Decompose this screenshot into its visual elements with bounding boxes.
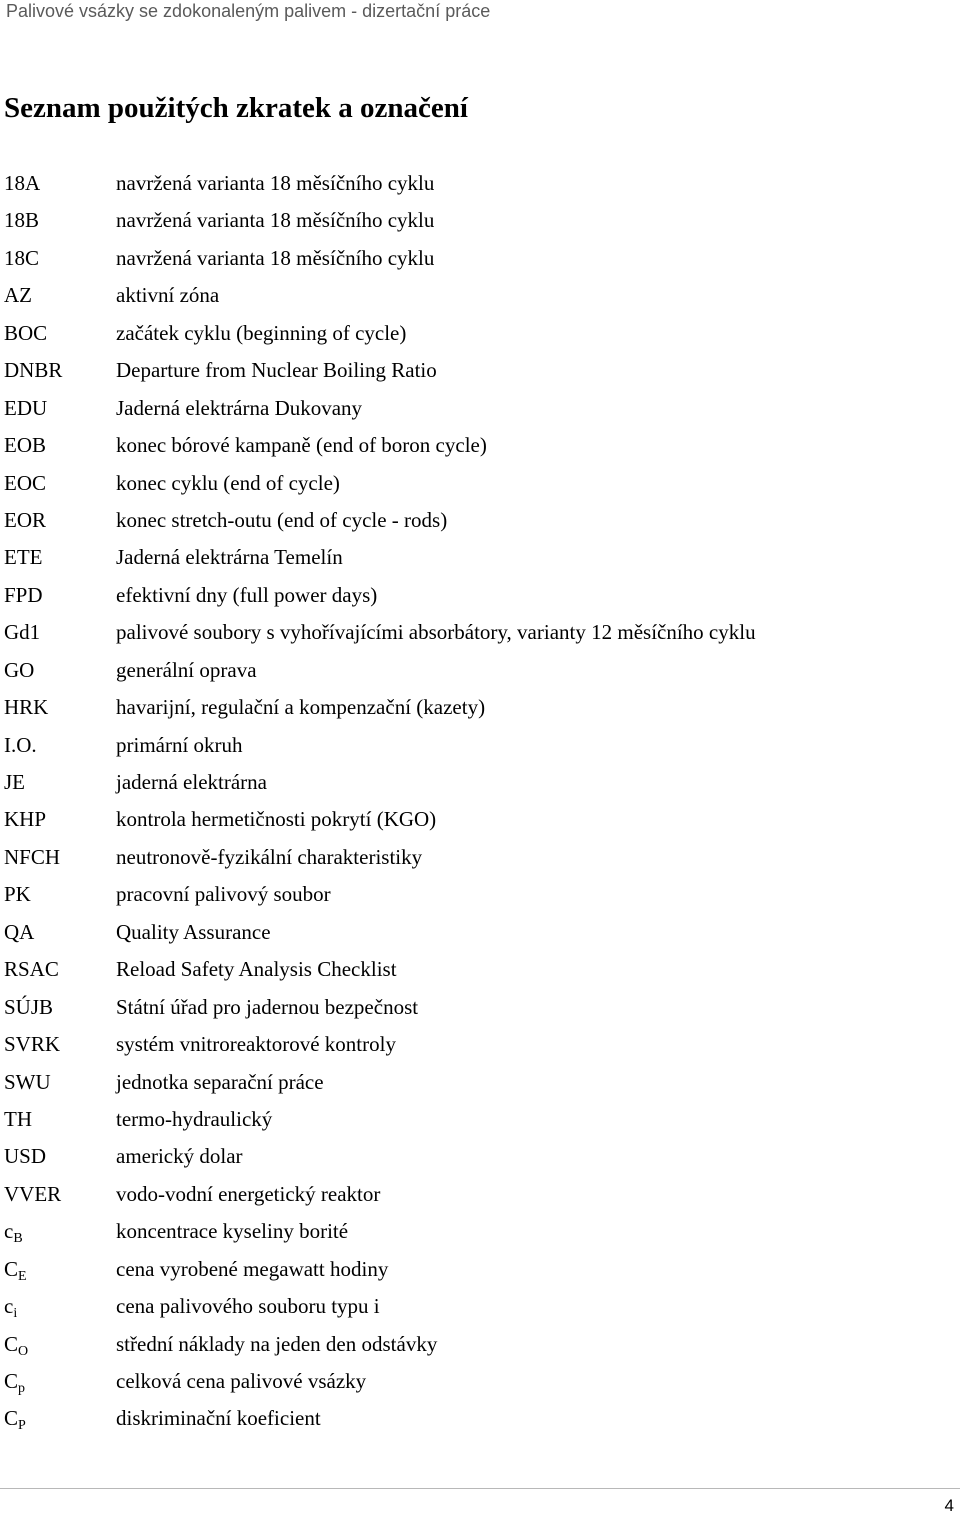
abbreviation-definition: havarijní, regulační a kompenzační (kazety): [116, 695, 486, 720]
abbreviation-definition: diskriminační koeficient: [116, 1406, 321, 1431]
abbreviation-row: [0, 390, 960, 427]
abbreviation-term: [4, 539, 42, 576]
abbreviation-row: [0, 315, 960, 352]
abbreviation-term-subscript: i: [13, 1306, 18, 1322]
abbreviation-term: [4, 727, 37, 764]
abbreviation-term: [4, 1101, 32, 1138]
abbreviation-term-text: RSAC: [4, 957, 59, 982]
abbreviation-definition: navržená varianta 18 měsíčního cyklu: [116, 208, 435, 233]
abbreviation-definition: generální oprava: [116, 657, 257, 682]
abbreviation-term: [4, 502, 46, 539]
abbreviation-row: [0, 539, 960, 576]
abbreviation-term-subscript: P: [18, 1418, 26, 1434]
abbreviation-row: [0, 277, 960, 314]
abbreviation-row: [0, 1101, 960, 1138]
abbreviation-definition: pracovní palivový soubor: [116, 882, 331, 907]
abbreviation-term-subscript: p: [18, 1381, 26, 1396]
abbreviation-term: [4, 202, 39, 239]
abbreviation-row: [0, 577, 960, 614]
abbreviation-term-text: EOC: [4, 470, 46, 495]
abbreviation-term-text: FPD: [4, 582, 43, 607]
abbreviation-definition: efektivní dny (full power days): [116, 582, 378, 607]
abbreviation-row: [0, 240, 960, 277]
abbreviation-term-text: c: [4, 1219, 14, 1244]
abbreviation-row: [0, 427, 960, 464]
abbreviation-term-text: 18A: [4, 171, 41, 195]
abbreviation-term-text: ETE: [4, 545, 43, 570]
abbreviation-definition: koncentrace kyseliny borité: [116, 1219, 349, 1244]
abbreviation-term: [4, 427, 46, 464]
abbreviation-term: [4, 1251, 27, 1288]
abbreviation-term-text: C: [4, 1369, 19, 1393]
abbreviation-definition: Reload Safety Analysis Checklist: [116, 957, 397, 982]
abbreviation-term-text: C: [4, 1331, 19, 1356]
abbreviation-row: [0, 1326, 960, 1363]
abbreviation-term: [4, 465, 46, 502]
abbreviation-term: [4, 1176, 61, 1213]
footer-divider: [0, 1488, 960, 1489]
abbreviation-definition: navržená varianta 18 měsíčního cyklu: [116, 245, 435, 270]
abbreviation-term: [4, 801, 46, 838]
abbreviation-term: [4, 165, 40, 202]
abbreviation-term-text: SVRK: [4, 1032, 61, 1057]
abbreviation-term-subscript: O: [18, 1343, 29, 1359]
abbreviation-row: [0, 1400, 960, 1437]
abbreviation-definition: střední náklady na jeden den odstávky: [116, 1331, 438, 1356]
abbreviation-term-text: VVER: [4, 1181, 62, 1206]
abbreviation-term-text: HRK: [4, 695, 49, 720]
abbreviation-term-text: USD: [4, 1144, 47, 1169]
abbreviation-term: [4, 951, 59, 988]
abbreviation-row: [0, 1176, 960, 1213]
abbreviation-term: [4, 839, 60, 876]
running-header: Palivové vsázky se zdokonaleným palivem - dizertační práce: [6, 1, 491, 21]
abbreviation-definition: cena palivového souboru typu i: [116, 1294, 380, 1319]
abbreviation-row: [0, 1363, 960, 1400]
abbreviation-term-subscript: E: [18, 1268, 27, 1284]
abbreviation-definition: začátek cyklu (beginning of cycle): [116, 320, 407, 345]
abbreviation-definition: jaderná elektrárna: [116, 770, 267, 794]
abbreviation-row: [0, 1213, 960, 1250]
abbreviation-definition: navržená varianta 18 měsíčního cyklu: [116, 171, 435, 195]
abbreviation-term-text: Gd1: [4, 620, 41, 645]
page-number: 4: [944, 1496, 954, 1515]
abbreviation-term: [4, 1026, 60, 1063]
abbreviation-definition: jednotka separační práce: [116, 1069, 324, 1094]
abbreviation-term-text: GO: [4, 657, 35, 682]
abbreviation-term-text: EDU: [4, 395, 48, 420]
abbreviation-definition: primární okruh: [116, 732, 243, 757]
abbreviation-term-text: EOB: [4, 433, 46, 458]
abbreviation-row: [0, 165, 960, 202]
abbreviation-term-text: KHP: [4, 807, 47, 832]
abbreviation-term: [4, 1363, 25, 1400]
abbreviation-term-text: c: [4, 1294, 14, 1319]
abbreviation-row: [0, 689, 960, 726]
abbreviation-term: [4, 240, 39, 277]
abbreviation-row: [0, 502, 960, 539]
abbreviation-term: [4, 1064, 51, 1101]
abbreviation-definition: kontrola hermetičnosti pokrytí (KGO): [116, 807, 437, 832]
abbreviation-row: [0, 352, 960, 389]
abbreviation-term: [4, 989, 53, 1026]
abbreviation-term: [4, 1400, 26, 1437]
abbreviation-row: [0, 951, 960, 988]
abbreviation-term-text: C: [4, 1406, 19, 1431]
abbreviation-term-text: TH: [4, 1106, 32, 1131]
abbreviation-row: [0, 801, 960, 838]
abbreviation-term: [4, 390, 47, 427]
abbreviation-term-text: SÚJB: [4, 994, 54, 1019]
abbreviation-row: [0, 465, 960, 502]
abbreviation-row: [0, 876, 960, 913]
abbreviation-term: [4, 352, 62, 389]
abbreviation-term-text: I.O.: [4, 732, 37, 757]
abbreviation-row: [0, 614, 960, 651]
abbreviation-term: [4, 1138, 46, 1175]
abbreviation-term-text: C: [4, 1256, 19, 1281]
abbreviation-definition: cena vyrobené megawatt hodiny: [116, 1256, 389, 1281]
abbreviation-definition: americký dolar: [116, 1144, 243, 1169]
abbreviation-row: [0, 652, 960, 689]
abbreviation-term-text: SWU: [4, 1069, 51, 1094]
abbreviation-definition: palivové soubory s vyhořívajícími absorbátory, varianty 12 měsíčního cyklu: [116, 620, 756, 645]
abbreviation-term-text: BOC: [4, 320, 48, 345]
abbreviation-term-text: 18C: [4, 245, 40, 270]
abbreviation-term: [4, 764, 25, 801]
abbreviation-definition: Departure from Nuclear Boiling Ratio: [116, 358, 437, 383]
abbreviation-term-text: QA: [4, 919, 35, 944]
abbreviation-row: [0, 1138, 960, 1175]
abbreviation-term: [4, 689, 48, 726]
abbreviation-term: [4, 914, 34, 951]
abbreviation-term-text: JE: [4, 770, 25, 794]
abbreviation-definition: konec bórové kampaně (end of boron cycle): [116, 433, 487, 458]
abbreviation-row: [0, 1251, 960, 1288]
page-title: Seznam použitých zkratek a označení: [4, 92, 468, 124]
abbreviation-term: [4, 315, 47, 352]
abbreviation-definition: termo-hydraulický: [116, 1106, 273, 1131]
abbreviation-definition: Quality Assurance: [116, 919, 271, 944]
abbreviation-term-text: PK: [4, 882, 31, 907]
abbreviation-row: [0, 989, 960, 1026]
abbreviation-term-text: DNBR: [4, 358, 63, 383]
abbreviation-definition: Jaderná elektrárna Dukovany: [116, 395, 363, 420]
abbreviation-term: [4, 577, 43, 614]
abbreviation-term: [4, 1326, 28, 1363]
abbreviation-row: [0, 727, 960, 764]
abbreviation-term-text: AZ: [4, 283, 32, 308]
abbreviation-definition: Jaderná elektrárna Temelín: [116, 545, 343, 570]
abbreviation-definition: konec stretch-outu (end of cycle - rods): [116, 507, 448, 532]
abbreviation-row: [0, 202, 960, 239]
abbreviation-row: [0, 1288, 960, 1325]
abbreviation-list: [0, 165, 960, 1438]
abbreviation-definition: vodo-vodní energetický reaktor: [116, 1181, 381, 1206]
abbreviation-term-text: NFCH: [4, 844, 61, 869]
abbreviation-term-text: 18B: [4, 208, 40, 233]
abbreviation-term: [4, 1213, 23, 1250]
abbreviation-definition: Státní úřad pro jadernou bezpečnost: [116, 994, 419, 1019]
abbreviation-term: [4, 876, 31, 913]
abbreviation-row: [0, 1026, 960, 1063]
abbreviation-term: [4, 277, 32, 314]
abbreviation-definition: celková cena palivové vsázky: [116, 1369, 367, 1393]
abbreviation-row: [0, 839, 960, 876]
abbreviation-definition: konec cyklu (end of cycle): [116, 470, 340, 495]
abbreviation-row: [0, 764, 960, 801]
abbreviation-definition: systém vnitroreaktorové kontroly: [116, 1032, 396, 1057]
abbreviation-term: [4, 614, 40, 651]
abbreviation-term-text: EOR: [4, 507, 46, 532]
abbreviation-definition: aktivní zóna: [116, 283, 220, 308]
abbreviation-term: [4, 652, 34, 689]
abbreviation-definition: neutronově-fyzikální charakteristiky: [116, 844, 423, 869]
abbreviation-term-subscript: B: [13, 1231, 23, 1247]
abbreviation-row: [0, 914, 960, 951]
abbreviation-row: [0, 1064, 960, 1101]
abbreviation-term: [4, 1288, 17, 1325]
